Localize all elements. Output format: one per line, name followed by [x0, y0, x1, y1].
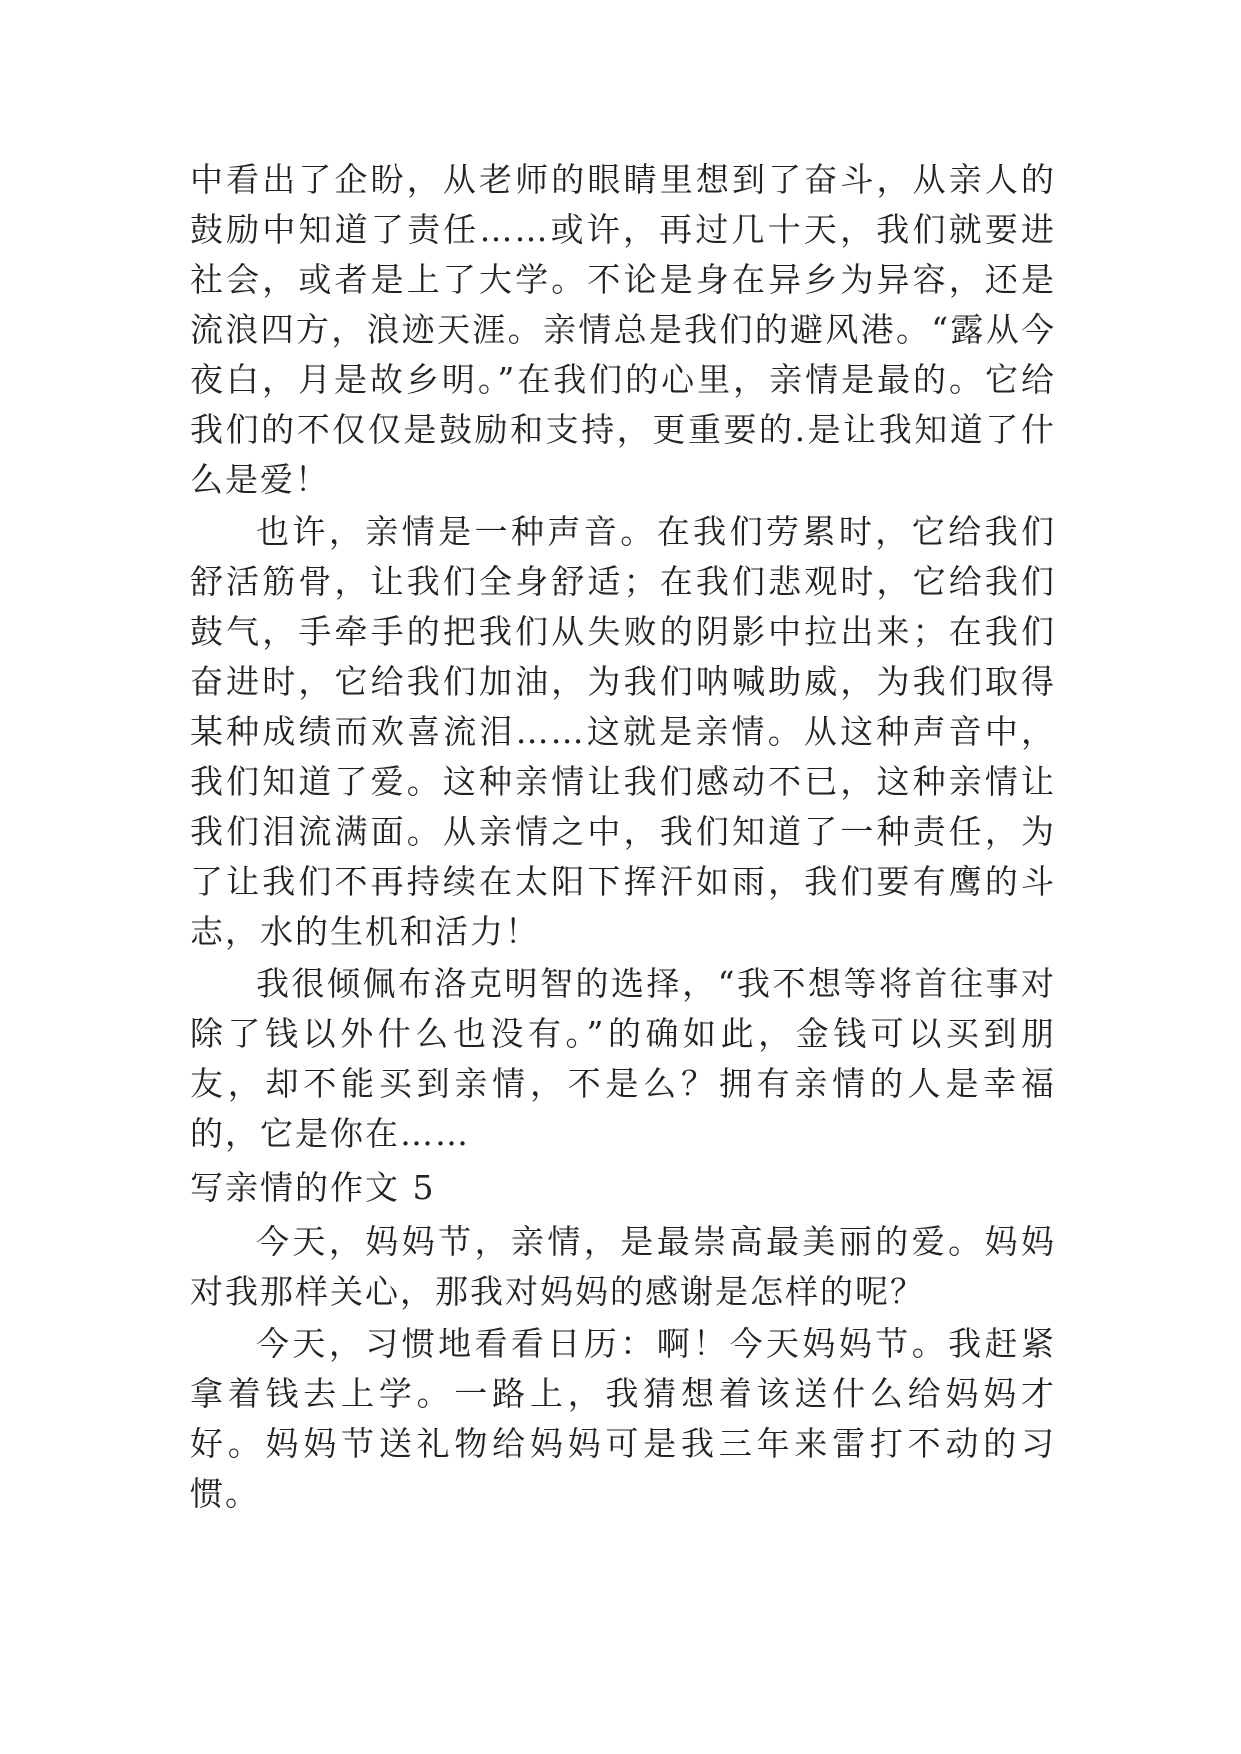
paragraph-4: 今天，妈妈节，亲情，是最崇高最美丽的爱。妈妈对我那样关心，那我对妈妈的感谢是怎样的呢？: [190, 1222, 1056, 1311]
paragraph-2: 也许，亲情是一种声音。在我们劳累时，它给我们舒活筋骨，让我们全身舒适；在我们悲观时，它给我们鼓气，手牵手的把我们从失败的阴影中拉出来；在我们奋进时，它给我们加油，为我们呐喊助威，为我们取得某种成绩而欢喜流泪……这就是亲情。从这种声音中，我们知道了爱。这种亲情让我们感动不已，这种亲情让我们泪流满面。从亲情之中，我们知道了一种责任，为了让我们不再持续在太阳下挥汗如雨，我们要有鹰的斗志，水的生机和活力！: [190, 512, 1056, 951]
paragraph-1: 中看出了企盼，从老师的眼睛里想到了奋斗，从亲人的鼓励中知道了责任……或许，再过几十天，我们就要进社会，或者是上了大学。不论是身在异乡为异容，还是流浪四方，浪迹天涯。亲情总是我们的避风港。“露从今夜白，月是故乡明。”在我们的心里，亲情是最的。它给我们的不仅仅是鼓励和支持，更重要的.是让我知道了什么是爱！: [190, 160, 1056, 499]
paragraph-5: 今天，习惯地看看日历：啊！今天妈妈节。我赶紧拿着钱去上学。一路上，我猜想着该送什么给妈妈才好。妈妈节送礼物给妈妈可是我三年来雷打不动的习惯。: [190, 1324, 1056, 1513]
section-title: 写亲情的作文 5: [190, 1168, 436, 1207]
document-page: [190, 155, 1056, 1521]
paragraph-3: 我很倾佩布洛克明智的选择，“我不想等将首往事对除了钱以外什么也没有。”的确如此，金钱可以买到朋友，却不能买到亲情，不是么？拥有亲情的人是幸福的，它是你在……: [190, 964, 1056, 1153]
